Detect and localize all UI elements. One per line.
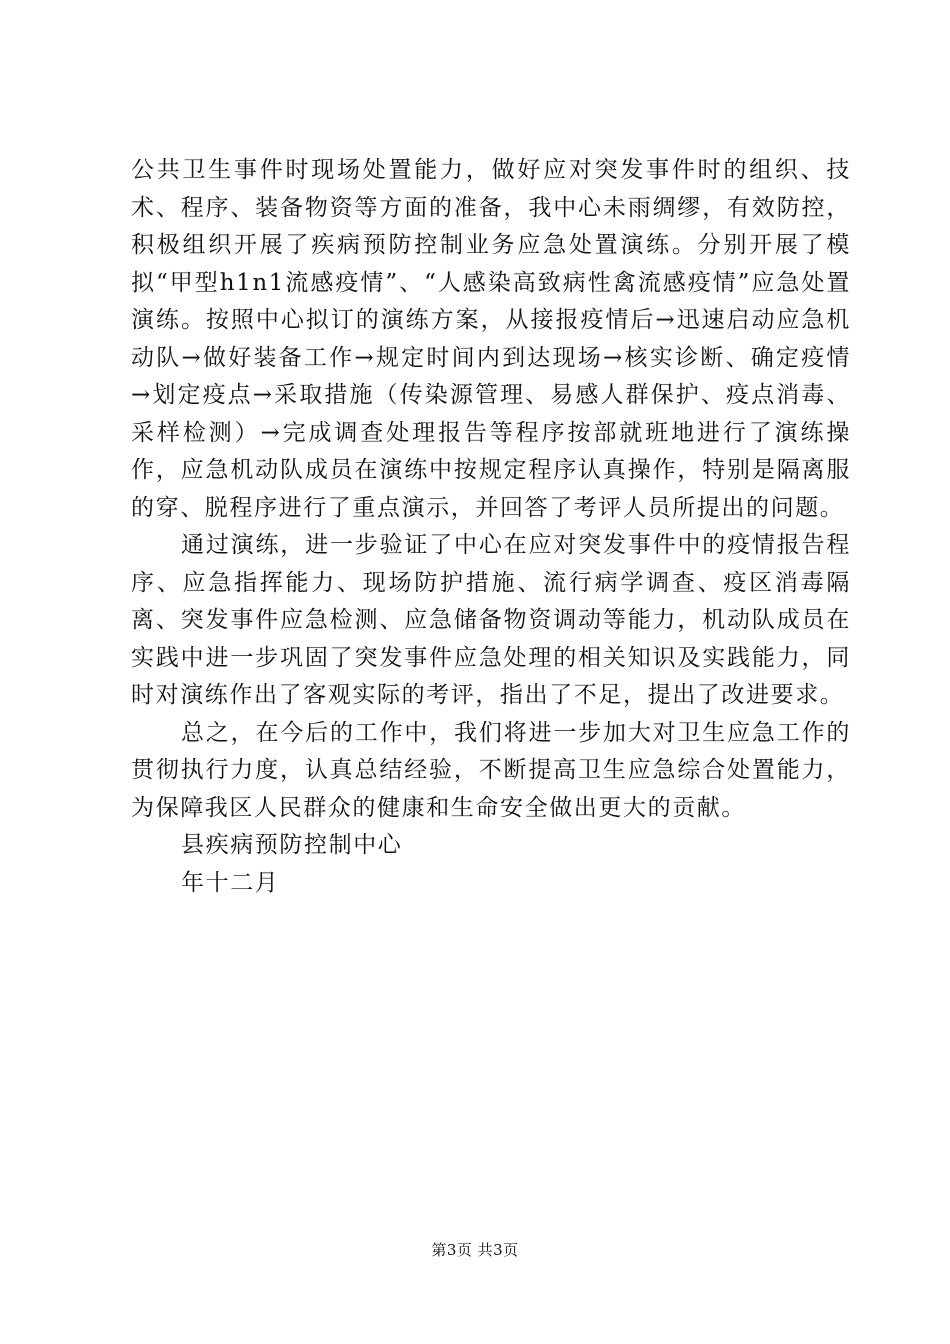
page-footer: 第3页 共3页 — [431, 1241, 519, 1259]
document-body — [131, 152, 851, 902]
paragraph-drill-results: 通过演练，进一步验证了中心在应对突发事件中的疫情报告程序、应急指挥能力、现场防护措施、流行病学调查、疫区消毒隔离、突发事件应急检测、应急储备物资调动等能力，机动队成员在实践中进一步巩固了突发事件应急处理的相关知识及实践能力，同时对演练作出了客观实际的考评，指出了不足，提出了改进要求。 — [131, 532, 851, 708]
signature-date: 年十二月 — [181, 869, 280, 896]
paragraph-conclusion: 总之，在今后的工作中，我们将进一步加大对卫生应急工作的贯彻执行力度，认真总结经验，不断提高卫生应急综合处置能力，为保障我区人民群众的健康和生命安全做出更大的贡献。 — [131, 719, 851, 821]
signature-organization: 县疾病预防控制中心 — [181, 832, 403, 858]
paragraph-continued: 公共卫生事件时现场处置能力，做好应对突发事件时的组织、技术、程序、装备物资等方面的准备，我中心未雨绸缪，有效防控，积极组织开展了疾病预防控制业务应急处置演练。分别开展了模拟“甲型h1n1流感疫情”、“人感染高致病性禽流感疫情”应急处置演练。按照中心拟订的演练方案，从接报疫情后→迅速启动应急机动队→做好装备工作→规定时间内到达现场→核实诊断、确定疫情→划定疫点→采取措施（传染源管理、易感人群保护、疫点消毒、采样检测）→完成调查处理报告等程序按部就班地进行了演练操作，应急机动队成员在演练中按规定程序认真操作，特别是隔离服的穿、脱程序进行了重点演示，并回答了考评人员所提出的问题。 — [131, 157, 851, 521]
